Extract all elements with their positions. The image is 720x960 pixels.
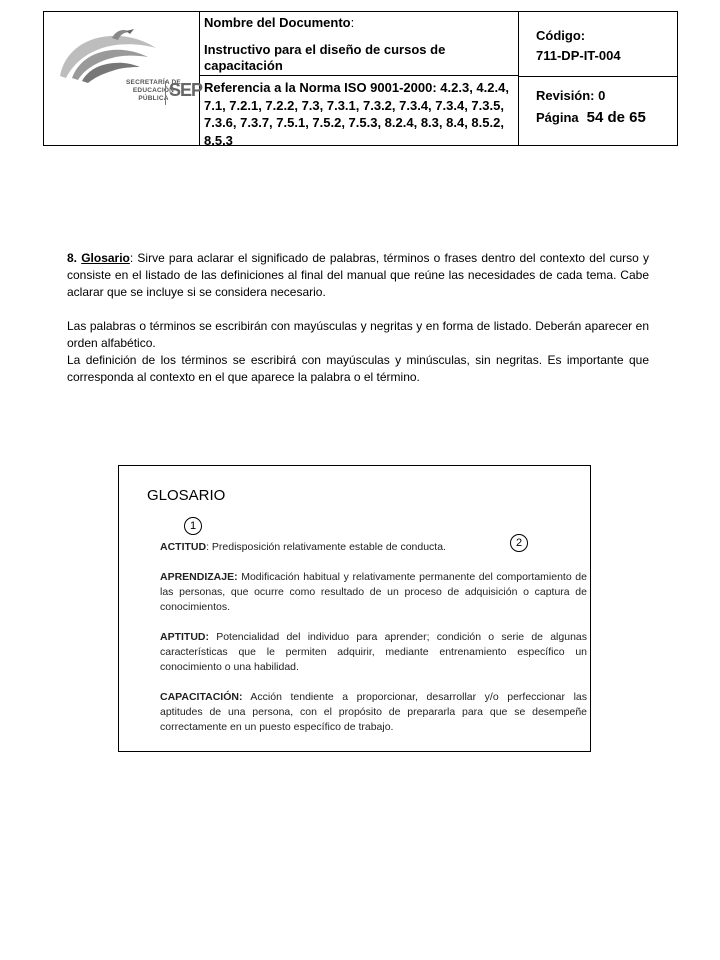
document-header	[43, 11, 678, 146]
glossary-entry	[160, 690, 587, 735]
glossary-definition: Potencialidad del individuo para aprender; condición o serie de algunas características que le permiten adquirir, mediante entrenamiento específico un conocimiento o una habilidad.	[160, 631, 587, 673]
glossary-entry	[160, 630, 587, 675]
section-title: Glosario	[81, 251, 130, 265]
glossary-term: CAPACITACIÓN:	[160, 691, 243, 703]
logo-text: SECRETARÍA DE EDUCACIÓN PÚBLICA	[126, 79, 181, 102]
logo-cell	[44, 12, 203, 145]
page-indicator: Página 54 de 65	[536, 109, 646, 126]
section-number: 8.	[67, 251, 78, 265]
doc-name-label: Nombre del Documento:	[204, 15, 355, 30]
glossary-entry: ACTITUD: Predisposición relativamente estable de conducta.	[160, 541, 446, 553]
doc-name-cell	[199, 12, 519, 76]
logo-divider	[165, 81, 166, 105]
revision: Revisión: 0	[536, 88, 606, 103]
section-paragraph-3: La definición de los términos se escribirá con mayúsculas y minúsculas, sin negritas. Es importante que corresponda al contexto en el que aparece la palabra o el término.	[67, 353, 649, 384]
glossary-definition: Predisposición relativamente estable de conducta.	[209, 541, 446, 553]
glossary-term: APTITUD:	[160, 631, 209, 643]
doc-title: Instructivo para el diseño de cursos de capacitación	[204, 42, 446, 73]
code-cell	[519, 12, 677, 145]
page-number: 54 de 65	[586, 109, 646, 126]
section-paragraph-2: Las palabras o términos se escribirán con mayúsculas y negritas y en forma de listado. Deberán aparecer en orden alfabético.	[67, 319, 649, 350]
code-value: 711-DP-IT-004	[536, 48, 621, 63]
reference-cell	[199, 76, 519, 148]
callout-marker-1: 1	[184, 517, 202, 535]
eagle-emblem-icon	[52, 26, 162, 86]
logo-abbr: SEP	[169, 80, 203, 100]
glossary-entries	[160, 540, 587, 750]
section-body	[67, 250, 649, 386]
iso-reference: Referencia a la Norma ISO 9001-2000: 4.2.3, 4.2.4, 7.1, 7.2.1, 7.2.2, 7.3, 7.3.1, 7.3.2, 7.3.4, 7.3.4, 7.3.5, 7.3.6, 7.3.7, 7.5.1, 7.5.2, 7.5.3, 8.2.4, 8.3, 8.4, 8.5.2, 8.5.3	[204, 80, 509, 148]
glossary-title: GLOSARIO	[147, 487, 226, 504]
glossary-entry	[160, 570, 587, 615]
glossary-example-box	[118, 465, 591, 752]
glossary-definition: Acción tendiente a proporcionar, desarrollar y/o perfeccionar las aptitudes de una persona, con el propósito de prepararla para que se desempeñe correctamente en un puesto específico de trabajo.	[160, 691, 587, 733]
glossary-term: APRENDIZAJE:	[160, 571, 238, 583]
section-intro: 8. Glosario: Sirve para aclarar el significado de palabras, términos o frases dentro del contexto del curso y consiste en el listado de las definiciones al final del manual que reúne las necesidades de cada tema. Cabe aclarar que se incluye si se considera necesario.	[67, 251, 649, 299]
sep-logo	[52, 26, 203, 131]
callout-marker-2: 2	[510, 534, 528, 552]
code-label: Código:	[536, 28, 586, 43]
glossary-definition: Modificación habitual y relativamente permanente del comportamiento de las personas, que ocurre como resultado de un proceso de adquisición o captura de conocimientos.	[160, 571, 587, 613]
header-divider	[519, 76, 677, 77]
glossary-term: ACTITUD	[160, 541, 207, 553]
